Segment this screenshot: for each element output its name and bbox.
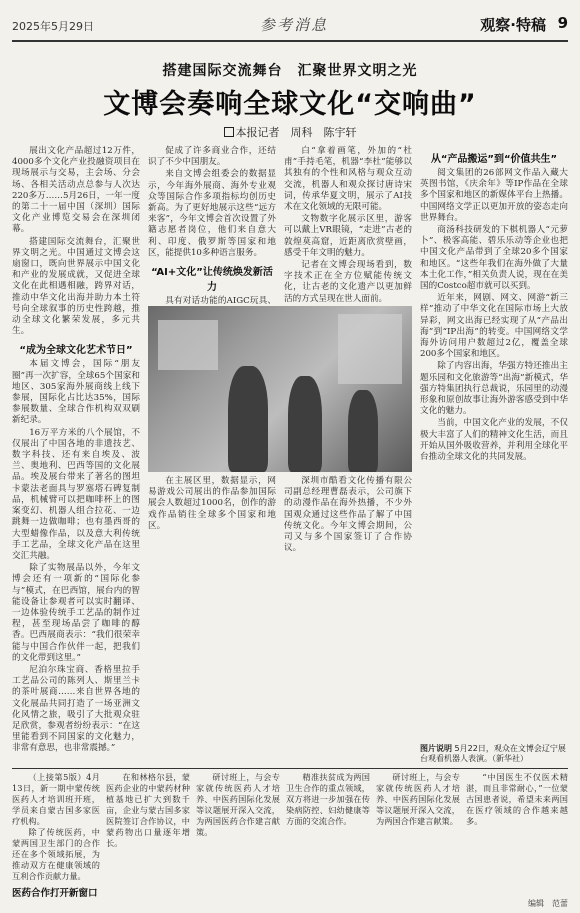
paragraph: 促成了许多商业合作，还结识了不少中国朋友。 (148, 146, 276, 168)
paragraph: 记者在文博会现场看到，数字技术正在全方位赋能传统文化，让古老的文化遗产以更加鲜活的方式呈现在世人面前。 (284, 260, 412, 304)
paragraph: 阅文集团的26部网文作品入藏大英图书馆，《庆余年》等IP作品在全球多个国家和地区的新媒体平台上热播。中国网络文学正以更加开放的姿态走向世界舞台。 (420, 168, 568, 223)
subheading: “成为全球文化艺术节日” (19, 345, 133, 357)
lower-column-3 (196, 772, 280, 900)
paragraph: 搭建国际交流舞台，汇聚世界文明之光。中国通过文博会这扇窗口，既向世界展示中国文化和产业的发展成就，又促进全球文化在此相遇相融，跨界对话，推动中华文化出海并助力本土符号向全球叙事的历史性跨越，推动全球文化繁荣发展，多元共生。 (12, 236, 140, 337)
byline-text: 本报记者 周科 陈宇轩 (235, 126, 357, 139)
paragraph: 除了传统医药，中蒙两国卫生部门的合作还在多个领域拓展，为推动双方在健康领域的互利合作贡献力量。 (12, 827, 100, 881)
article-column-2-lower (148, 476, 276, 766)
lower-column-1 (12, 772, 100, 900)
paragraph: 近年来，网剧、网文、网游“新三样”推动了中华文化在国际市场上大放异彩，网文出海已经实现了从“产品出海”到“IP出海”的转变。中国网络文学海外访问用户数超过2亿，覆盖全球200多个国家和地区。 (420, 293, 568, 360)
paragraph: 深圳市酷看文化传播有限公司副总经理曹磊表示，公司旗下的动漫作品在海外热播，不少外国观众通过这些作品了解了中国传统文化。今年文博会期间，公司又与多个国家签订了合作协议。 (284, 476, 412, 554)
lower-column-4 (286, 772, 370, 900)
photo-caption (420, 744, 568, 764)
lower-column-6 (466, 772, 568, 900)
paragraph: “中国医生不仅医术精湛，而且非常耐心，”一位蒙古国患者说，希望未来两国在医疗领域的合作越来越多。 (466, 772, 568, 826)
paragraph: 当前，中国文化产业的发展，不仅极大丰富了人们的精神文化生活，而且开始从国外吸收营养，并利用全球化平台推动全球文化的共同发展。 (420, 418, 568, 463)
paragraph: 除了内容出海，华强方特还推出主题乐园和文化旅游等“出海”新模式，华强方特集团执行总裁说，乐园里的动漫形象和原创故事让海外游客感受到中华文化的魅力。 (420, 361, 568, 417)
article-column-4 (420, 146, 568, 738)
article-kicker: 搭建国际交流舞台 汇聚世界文明之光 (162, 63, 418, 79)
lower-subheading: 医药合作打开新窗口 (12, 888, 98, 899)
paragraph: 除了实物展品以外，今年文博会还有一项新的“国际化参与”模式，在巴西馆，展台内的智能设备让参观者可以实时翻译、一边体验传统手工艺品的制作过程，甚至现场品尝了咖啡的醇香。巴西展商表示：“我们很荣幸能与中国合作伙伴一起，把我们的文化带到这里。” (12, 563, 140, 663)
paper-name: 参考消息 (260, 16, 329, 34)
article-byline (0, 124, 580, 140)
paragraph: 来自文博会组委会的数据显示，今年海外展商、海外专业观众等国际合作多项指标均创历史新高。为了更好地展示这些“远方来客”，今年文博会首次设置了外籍志愿者岗位，他们来自意大利、印度、俄罗斯等国家和地区，能提供10多种语言服务。 (148, 169, 276, 258)
paragraph: 本届文博会，国际“朋友圈”再一次扩容，全球65个国家和地区、305家海外展商线上线下参展，国际化占比达35%，国际参展数量、全球合作机构双双刷新纪录。 (12, 359, 140, 426)
page-number: 9 (557, 14, 568, 32)
paragraph: 在主展区里，数据显示，网易游戏公司展出的作品参加国际展会人数超过1000名，创作的游戏作品销往全球多个国家和地区。 (148, 476, 276, 531)
article-column-3-lower (284, 476, 412, 766)
paragraph: 商汤科技研发的下棋机器人“元萝卜”、极客高能、碧乐乐动等企业也把中国文化产品带到了全球20多个国家和地区。“这些年我们在海外做了大量本土化工作，”相关负责人说，现在在美国的Costco超市就可以买到。 (420, 225, 568, 292)
paragraph: 具有对话功能的AIGC玩具、 (165, 296, 276, 307)
news-photo (148, 306, 412, 472)
caption-text: 5月22日，观众在文博会辽宁展台观看机器人表演。（新华社） (420, 744, 566, 763)
subheading: 从“产品搬运”到“价值共生” (430, 154, 558, 165)
paragraph: 展出文化产品超过12万件，4000多个文化产业投融资项目在现场展示与交易，主会场、分会场、各相关活动点总参与人次达220多万……5月26日，一年一度的第二十一届中国（深圳）国际文化产业博览交易会在深圳闭幕。 (12, 146, 140, 235)
page-header (12, 14, 568, 38)
paragraph: 文物数字化展示区里，游客可以戴上VR眼镜，“走进”古老的敦煌莫高窟，近距离欣赏壁画，感受千年文明的魅力。 (284, 214, 412, 258)
paragraph: （上接第5版）4月13日，新一期中蒙传统医药人才培训班开班，学员来自蒙古国多家医疗机构。 (12, 772, 100, 826)
paragraph: 16万平方米的八个展馆，不仅展出了中国各地的非遗技艺、数字科技、还有来自埃及、波兰、奥地利、巴西等国的文化展品。埃及展台带来了著名的图坦卡蒙法老面具与罗塞塔石碑复制品，机械臂可以把咖啡杯上的图案变幻、机器人组合拉花、一边跳舞一边做咖啡；也有墨西哥的大型蜡像作品，以及意大利传统手工艺品，全球文化产品在这里交汇共融。 (12, 427, 140, 561)
article-column-1 (12, 146, 140, 764)
lower-column-2 (106, 772, 190, 900)
paragraph: 精准扶贫成为两国卫生合作的重点领域，双方将进一步加强在传染病防控、妇幼健康等方面的交流合作。 (286, 772, 370, 826)
issue-date: 2025年5月29日 (12, 20, 94, 33)
section-divider (12, 768, 568, 769)
subheading: “AI+文化”让传统焕发新活力 (151, 267, 273, 294)
article-column-2 (148, 146, 276, 307)
caption-label: 图片说明 (420, 744, 452, 753)
article-headline: 文博会奏响全球文化“交响曲” (103, 89, 477, 120)
paragraph: 研讨班上，与会专家就传统医药人才培养、中医药国际化发展等议题展开深入交流，为两国合作建言献策。 (376, 772, 460, 826)
byline-box-icon (224, 127, 234, 137)
article-column-3 (284, 146, 412, 302)
paragraph: 尼泊尔珠宝商、香格里拉手工艺品公司的陈列人、斯里兰卡的茶叶展商……来自世界各地的文化展品共同打造了一场亚洲文化风情之旅，吸引了大批观众驻足欣赏，参观者纷纷表示：“在这里能看到不同国家的文化魅力，非常有意思，也非常震撼。” (12, 664, 140, 754)
header-rule (12, 40, 568, 42)
section-name: 观察·特稿 (480, 16, 546, 34)
paragraph: 白“拿着画笔，外加的“杜甫”手持毛笔，机器“李杜”能够以其独有的个性和风格与观众互动交流，机器人和观众探讨唐诗宋词，传承华夏文明，展示了AI技术在文化领域的无限可能。 (284, 146, 412, 213)
paragraph: 研讨班上，与会专家就传统医药人才培养、中医药国际化发展等议题展开深入交流，为两国医药合作建言献策。 (196, 772, 280, 837)
lower-column-5 (376, 772, 460, 900)
editor-credit: 编辑 范蕾 (528, 899, 568, 908)
paragraph: 在和林格尔县，蒙医药企业的中蒙药材种植基地已扩大到数千亩，企业与蒙古国多家医院签订合作协议，中蒙药物出口量逐年增长。 (106, 772, 190, 848)
